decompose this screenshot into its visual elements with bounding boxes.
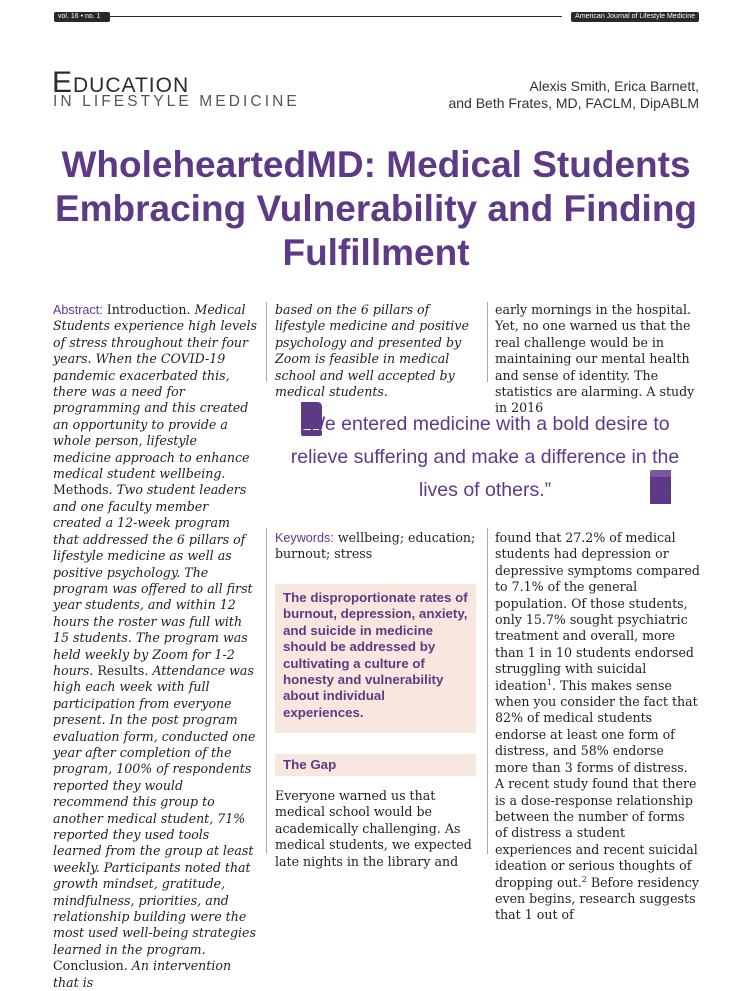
volume-label: vol. 16 • no. 1 — [54, 12, 110, 22]
keywords — [275, 530, 480, 563]
body-text-bottom: found that 27.2% of medical students had depression or depressive symptoms compared to 7.1% of the general population. Of those students, only 15.7% sought psychiatric treatment and overall, more than 1 in 10 students endorsed struggling with suicidal ideation$^1$. This makes sense when you consider the fact that 82% of medical students endorse at least one form of distress, and 58% endorse more than 3 forms of distress. A recent study found that there is a dose-response relationship between the number of forms of distress a student experiences and recent suicidal ideation or serious thoughts of dropping out.$^2$ Before residency even begins, research suggests that 1 out of — [495, 530, 700, 923]
author-line-2: and Beth Frates, MD, FACLM, DipABLM — [448, 95, 699, 111]
conclusion-text: An intervention that is — [53, 958, 232, 990]
journal-label: American Journal of Lifestyle Medicine — [571, 12, 699, 22]
callout-box: The disproportionate rates of burnout, depression, anxiety, and suicide in medicine should be addressed by cultivating a culture of honesty and vulnerability about individual experiences. — [275, 584, 476, 733]
author-line-1: Alexis Smith, Erica Barnett, — [529, 78, 699, 94]
gap-paragraph: Everyone warned us that medical school would be academically challenging. As medical students, we expected late nights in the library and — [275, 788, 472, 869]
header-rule — [110, 16, 562, 17]
author-list — [448, 78, 699, 112]
body-text-top: early mornings in the hospital. Yet, no one warned us that the real challenge would be in maintaining our mental health and sense of identity. The statistics are alarming. A study in 2016 — [495, 302, 695, 416]
column-divider — [487, 302, 488, 382]
conclusion-label: Conclusion. — [53, 958, 128, 974]
abstract-label: Abstract: — [53, 303, 103, 317]
keywords-label: Keywords: — [275, 531, 334, 545]
quote-close-icon — [650, 470, 674, 504]
article-title: WholeheartedMD: Medical Students Embracing Vulnerability and Finding Fulfillment — [54, 144, 698, 273]
pull-quote: “We entered medicine with a bold desire to relieve suffering and make a difference in the lives of others.” — [290, 413, 680, 501]
abstract-continued: based on the 6 pillars of lifestyle medicine and positive psychology and presented by Zoom is feasible in medical school and well accepted by medical students. — [275, 302, 469, 400]
reference-1: 1 — [546, 677, 552, 687]
column-divider — [266, 528, 267, 854]
methods-text: Two student leaders and one faculty member created a 12-week program that addressed the 6 pillars of lifestyle medicine as well as positive psychology. The program was offered to all first year students, and within 12 hours the roster was full with 15 students. The program was held weekly by Zoom for 1-2 hours. — [53, 482, 253, 678]
results-label: Results. — [97, 662, 149, 678]
column-divider — [266, 302, 267, 382]
section-logo-subtitle: IN LIFESTYLE MEDICINE — [53, 93, 300, 110]
reference-2: 2 — [581, 874, 587, 884]
results-text: Attendance was high each week with full participation from everyone present. In the post program evaluation form, conducted one year after completion of the program, 100% of respondents reported they would recommend this group to another medical student, 71% reported they used tools learned from the group at least weekly. Participants noted that growth mindset, gratitude, mindfulness, priorities, and relationship building were the most used well-being strategies learned in the program. — [53, 662, 256, 957]
abstract-column — [53, 302, 258, 991]
column-divider — [487, 528, 488, 854]
intro-text: Medical Students experience high levels of stress throughout their four years. When the COVID-19 pandemic exacerbated this, there was a need for programming and this created an opportunity to provide a whole person, lifestyle medicine approach to enhance medical student wellbeing. — [53, 302, 257, 482]
keywords-text: wellbeing; education; burnout; stress — [275, 530, 476, 562]
section-logo-title: Education — [52, 66, 190, 99]
methods-label: Methods. — [53, 482, 113, 498]
section-heading: The Gap — [275, 754, 476, 776]
intro-label: Introduction. — [106, 302, 191, 317]
